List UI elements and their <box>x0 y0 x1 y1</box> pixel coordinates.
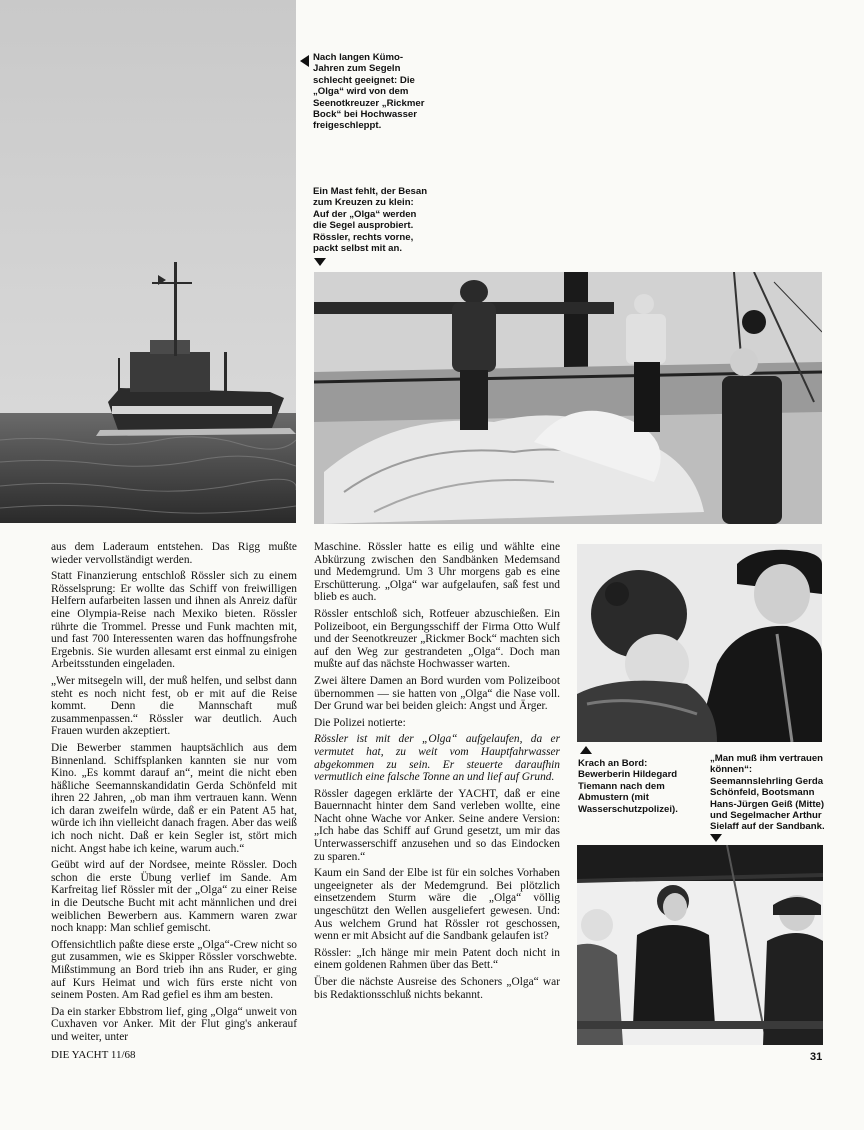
photo-woman-police <box>577 544 822 742</box>
article-column-1 <box>51 541 297 1048</box>
col2-paragraph-1: Maschine. Rössler hatte es eilig und wählte eine Abkürzung zwischen den Sandbänken Medemsand und Medemgrund. Um 3 Uhr morgens gab es eine Erschütterung. „Olga“ war aufgelaufen, saß fest und blieb es auch. <box>314 541 560 604</box>
col1-paragraph-1: aus dem Laderaum entstehen. Das Rigg mußte wieder vervollständigt werden. <box>51 541 297 566</box>
caption-trust-him: „Man muß ihm vertrauen können“: Seemannslehrling Gerda Schönfeld, Bootsmann Hans-Jürgen Geiß (Mitte) und Segelmacher Arthur Sielaff auf der Sandbank. <box>710 753 825 833</box>
col1-paragraph-5: Geübt wird auf der Nordsee, meinte Rössler. Doch schon die erste Übung verlief im Sande. Am Karfreitag lief Rössler mit der „Olga“ zu einer Reise in die Deutsche Bucht mit acht männlichen und drei weiblichen Bewerbern aus. Kammern waren zwar noch knapp: Man schlief gemischt. <box>51 859 297 935</box>
deck-photo-graphic <box>314 272 822 524</box>
caption-down-arrow-icon <box>314 258 326 266</box>
woman-police-graphic <box>577 544 822 742</box>
col2-paragraph-2: Rössler entschloß sich, Rotfeuer abzuschießen. Ein Polizeiboot, ein Bergungsschiff der Firma Otto Wulf und der Seenotkreuzer „Rickmer Bock“ machten sich auf den Weg zur gestrandeten „Olga“. Doch man mußte auf das nächste Hochwasser warten. <box>314 607 560 671</box>
col2-paragraph-3: Zwei ältere Damen an Bord wurden vom Polizeiboot übernommen — sie hatten von „Olga“ die Nase voll. Der Grund war bei beiden gleich: Angst und Ärger. <box>314 674 560 713</box>
caption-up-arrow-icon <box>580 746 592 754</box>
article-column-2 <box>314 541 560 1005</box>
caption-crash-on-board: Krach an Bord: Bewerberin Hildegard Tiemann nach dem Abmustern (mit Wasserschutzpolizei). <box>578 758 678 815</box>
col2-paragraph-7: Kaum ein Sand der Elbe ist für ein solches Vorhaben ungeeigneter als der Medemgrund. Bei plötzlich einsetzendem Sturm wäre die „Olga“ völlig ungeschützt den Wellen ausgeliefert gewesen. Und: Aus welchem Grund hat Rössler rot geschossen, wenn er mit Absicht auf die Sandbank gelaufen ist? <box>314 867 560 943</box>
col1-paragraph-2: Statt Finanzierung entschloß Rössler sich zu einem Rösselsprung: Er wollte das Schiff von freiwilligen Helfern aufarbeiten lassen und ihnen als Anreiz dafür eine Olympia-Reise nach Mexiko bieten. Rössler rührte die Trommel. Presse und Funk machten mit, und fast 700 Interessenten waren das hoffnungsfrohe Ergebnis. Sie wurden allesamt erst einmal zu einigen Arbeitsstunden eingeladen. <box>51 570 297 671</box>
col2-paragraph-4: Die Polizei notierte: <box>314 716 406 729</box>
page-number: 31 <box>810 1051 823 1063</box>
footer-magazine-issue: DIE YACHT 11/68 <box>51 1049 136 1061</box>
caption-sails-test: Ein Mast fehlt, der Besan zum Kreuzen zu klein: Auf der „Olga“ werden die Segel ausprobiert. Rössler, rechts vorne, packt selbst mit an. <box>313 186 428 255</box>
crew-photo-graphic <box>577 845 823 1045</box>
col2-paragraph-6: Rössler dagegen erklärte der YACHT, daß er eine Bauernnacht hinter dem Sand verleben wollte, eine Nacht ohne Wache vor Anker. Seine andere Version: „Ich habe das Schiff auf Grund gesetzt, um mir das Unterwasserschiff anzusehen und so das Eindocken zu sparen.“ <box>314 787 560 863</box>
caption-rickmer-bock-arrow-icon <box>300 55 309 67</box>
col1-paragraph-4: Die Bewerber stammen hauptsächlich aus dem Binnenland. Schiffsplanken kannten sie nur vom Kino. „Es kommt darauf an“, meint die nicht eben häßliche Seemannskandidatin Gerda Schönfeld mit ihren 22 Jahren, „ob man ihm vertrauen kann. Wenn ich daran zweifeln würde, daß er ein Patent A5 hat, würde ich ihn vielleicht danach fragen. Aber das weiß ich noch nicht. Daß er kein Segler ist, stört mich nicht. Angst habe ich keine, warum auch.“ <box>51 741 297 855</box>
caption-down-arrow-icon-2 <box>710 834 722 842</box>
col2-police-note: Rössler ist mit der „Olga“ aufgelaufen, da er vermutet hat, zu weit vom Hauptfahrwasser abgekommen zu sein. Er steuerte daraufhin vermutlich eine falsche Tonne an und lief auf Grund. <box>314 733 560 784</box>
col1-paragraph-6: Offensichtlich paßte diese erste „Olga“-Crew nicht so gut zusammen, wie es Skipper Rössler vorschwebte. Mißstimmung an Bord trieb ihn ans Ruder, er ging auf Kurs Heimat und wich fürs erste nicht von seinem Posten. Am Rad gefiel es ihm am besten. <box>51 938 297 1002</box>
ship-photo-graphic <box>0 0 296 523</box>
col1-paragraph-3: „Wer mitsegeln will, der muß helfen, und selbst dann steht es noch nicht fest, ob er mit auf die Reise kommt. Denn die Mannschaft muß zusammenpassen.“ Rössler war deutlich. Auch Frauen wurden akzeptiert. <box>51 674 297 738</box>
caption-ship-towing: Nach langen Kümo-Jahren zum Segeln schlecht geeignet: Die „Olga“ wird von dem Seenotkreuzer „Rickmer Bock“ bei Hochwasser freigeschleppt. <box>313 52 425 132</box>
photo-ship-at-sea <box>0 0 296 523</box>
col2-paragraph-8: Rössler: „Ich hänge mir mein Patent doch nicht in einem goldenen Rahmen über das Bett.“ <box>314 946 560 972</box>
photo-crew-on-sandbank <box>577 845 823 1045</box>
col2-paragraph-9: Über die nächste Ausreise des Schoners „Olga“ war bis Redaktionsschluß nichts bekannt. <box>314 976 560 1001</box>
col1-paragraph-7: Da ein starker Ebbstrom lief, ging „Olga“ unweit von Cuxhaven vor Anker. Mit der Flut ging's ankerauf und weiter, unter <box>51 1005 297 1043</box>
photo-deck-sails <box>314 272 822 524</box>
